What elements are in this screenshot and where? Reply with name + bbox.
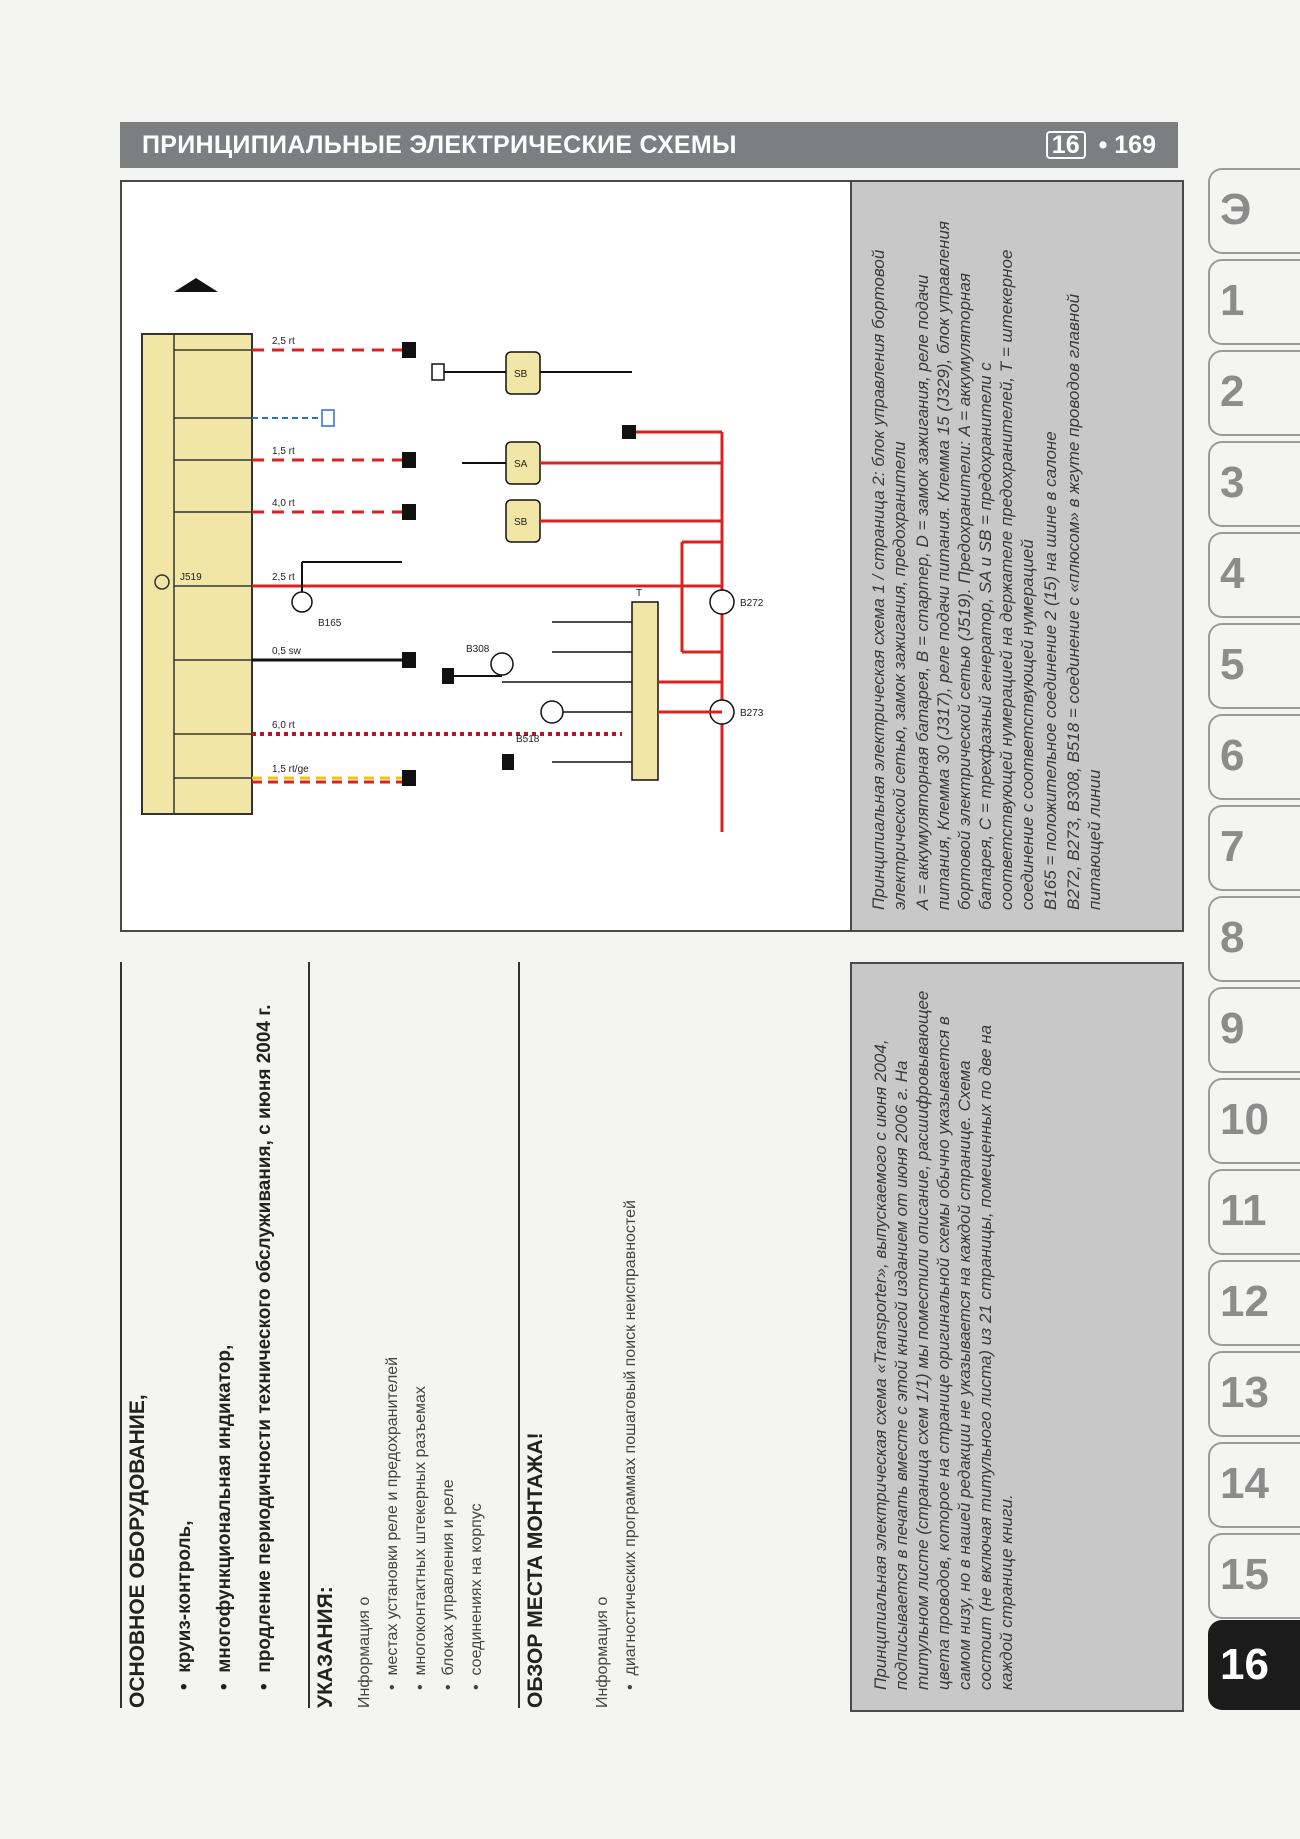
wire-label-4: 2,5 rt bbox=[272, 572, 295, 583]
ground-label-2: B273 bbox=[740, 708, 764, 719]
wire-label-5: 0,5 sw bbox=[272, 646, 301, 657]
wire-label-6: 6,0 rt bbox=[272, 720, 295, 731]
contents-column bbox=[120, 962, 840, 1708]
tab-5[interactable]: 5 bbox=[1208, 623, 1300, 709]
page-number bbox=[1046, 131, 1156, 160]
notes-item-1: • местах установки реле и предохранителей bbox=[384, 1356, 401, 1690]
tab-3[interactable]: 3 bbox=[1208, 441, 1300, 527]
tab-16[interactable]: 16 bbox=[1208, 1620, 1300, 1710]
section-title: ПРИНЦИПИАЛЬНЫЕ ЭЛЕКТРИЧЕСКИЕ СХЕМЫ bbox=[142, 130, 737, 159]
tab-4[interactable]: 4 bbox=[1208, 532, 1300, 618]
tab-1[interactable]: 1 bbox=[1208, 259, 1300, 345]
direction-arrow-icon bbox=[174, 278, 218, 292]
notes-item-4: • соединениях на корпус bbox=[468, 1503, 485, 1690]
ground-label-1: B272 bbox=[740, 598, 764, 609]
wiring-diagram bbox=[120, 180, 852, 932]
wire-label-1: 2,5 rt bbox=[272, 336, 295, 347]
info-text: Принципиальная электрическая схема «Transporter», выпускаемого с июня 2004, подписывается в печать вместе с этой книгой изданием от июня 2006 г. На титульном листе (страница схем 1/1) мы поместили описание, расшифровывающее цвета проводов, которое на странице оригинальной схемы обычно указывается в самом низу, но в нашей редакции не указывается на каждой странице. Схема состоит (не включая титульного листа) из 21 страницы, помещенных по две на каждой странице книги. bbox=[871, 990, 1016, 1690]
wire-label-2: 1,5 rt bbox=[272, 446, 295, 457]
legend-line-1: Принципиальная электрическая схема 1 / страница 2: блок управления бортовой электрической сетью, замок зажигания, предохранители bbox=[869, 249, 909, 910]
connector-label: T bbox=[636, 588, 643, 599]
page-header bbox=[120, 122, 1178, 168]
mounting-item-1: • диагностических программах пошаговый поиск неисправностей bbox=[622, 1200, 639, 1690]
tab-2[interactable]: 2 bbox=[1208, 350, 1300, 436]
contents-rotated bbox=[120, 962, 840, 1708]
ground-label-4: B518 bbox=[516, 734, 540, 745]
diagram-legend bbox=[850, 180, 1184, 932]
info-note bbox=[850, 962, 1184, 1712]
ground-point-b308 bbox=[491, 653, 513, 675]
tab-12[interactable]: 12 bbox=[1208, 1260, 1300, 1346]
notes-intro: Информация о bbox=[356, 1596, 373, 1708]
section-equipment-title: ОСНОВНОЕ ОБОРУДОВАНИЕ, bbox=[120, 962, 156, 1708]
chapter-number: 16 bbox=[1046, 131, 1086, 159]
equipment-item-1: • круиз-контроль, bbox=[174, 1520, 195, 1690]
ground-label-0: B165 bbox=[318, 618, 342, 629]
ground-label-3: B308 bbox=[466, 644, 490, 655]
equipment-item-2: • многофункциональная индикатор, bbox=[214, 1344, 235, 1690]
wire-label-3: 4,0 rt bbox=[272, 498, 295, 509]
legend-line-3: B165 = положительное соединение 2 (15) на шине в салоне bbox=[1041, 431, 1060, 910]
page-separator: • bbox=[1098, 130, 1108, 159]
fuse-label-sb: SB bbox=[514, 517, 528, 528]
legend-line-2: A = аккумуляторная батарея, B = стартер, D = замок зажигания, реле подачи питания, Клемма 30 (J317), реле подачи питания. Клемма 15 (J329), блок управления бортовой электрической сетью (J519). Предохранители: A = аккумуляторная батарея, C = трехфазный генератор, SA и SB = предохранители с соответствующей нумерацией на держателе предохранителей, T = штекерное соединение с соответствующей нумерацией bbox=[913, 221, 1037, 910]
wiring-diagram-svg bbox=[122, 182, 850, 930]
tab-10[interactable]: 10 bbox=[1208, 1078, 1300, 1164]
fuse-label-sb-top: SB bbox=[514, 369, 528, 380]
tab-15[interactable]: 15 bbox=[1208, 1533, 1300, 1619]
tab-e[interactable]: Э bbox=[1208, 168, 1300, 254]
notes-item-3: • блоках управления и реле bbox=[440, 1479, 457, 1690]
mounting-intro: Информация о bbox=[594, 1596, 611, 1708]
unit-label: J519 bbox=[180, 572, 202, 583]
tab-13[interactable]: 13 bbox=[1208, 1351, 1300, 1437]
wire-label-7: 1,5 rt/ge bbox=[272, 764, 309, 775]
legend-line-4: B272, B273, B308, B518 = соединение с «плюсом» в жгуте проводов главной питающей линии bbox=[1064, 293, 1104, 910]
equipment-item-3: • продление периодичности технического обслуживания, с июня 2004 г. bbox=[254, 1004, 275, 1690]
legend-text bbox=[862, 192, 1172, 920]
page-num: 169 bbox=[1114, 130, 1156, 159]
ground-point-b518 bbox=[541, 701, 563, 723]
tab-7[interactable]: 7 bbox=[1208, 805, 1300, 891]
ground-point-b165 bbox=[292, 592, 312, 612]
tab-11[interactable]: 11 bbox=[1208, 1169, 1300, 1255]
tab-6[interactable]: 6 bbox=[1208, 714, 1300, 800]
section-mounting-title: ОБЗОР МЕСТА МОНТАЖА! bbox=[518, 962, 554, 1708]
tab-14[interactable]: 14 bbox=[1208, 1442, 1300, 1528]
notes-item-2: • многоконтактных штекерных разъемах bbox=[412, 1386, 429, 1690]
tab-8[interactable]: 8 bbox=[1208, 896, 1300, 982]
ground-point-b272 bbox=[710, 590, 734, 614]
tab-9[interactable]: 9 bbox=[1208, 987, 1300, 1073]
section-notes-title: УКАЗАНИЯ: bbox=[308, 962, 344, 1708]
connector-t bbox=[632, 602, 658, 780]
fuse-label-sa: SA bbox=[514, 459, 528, 470]
